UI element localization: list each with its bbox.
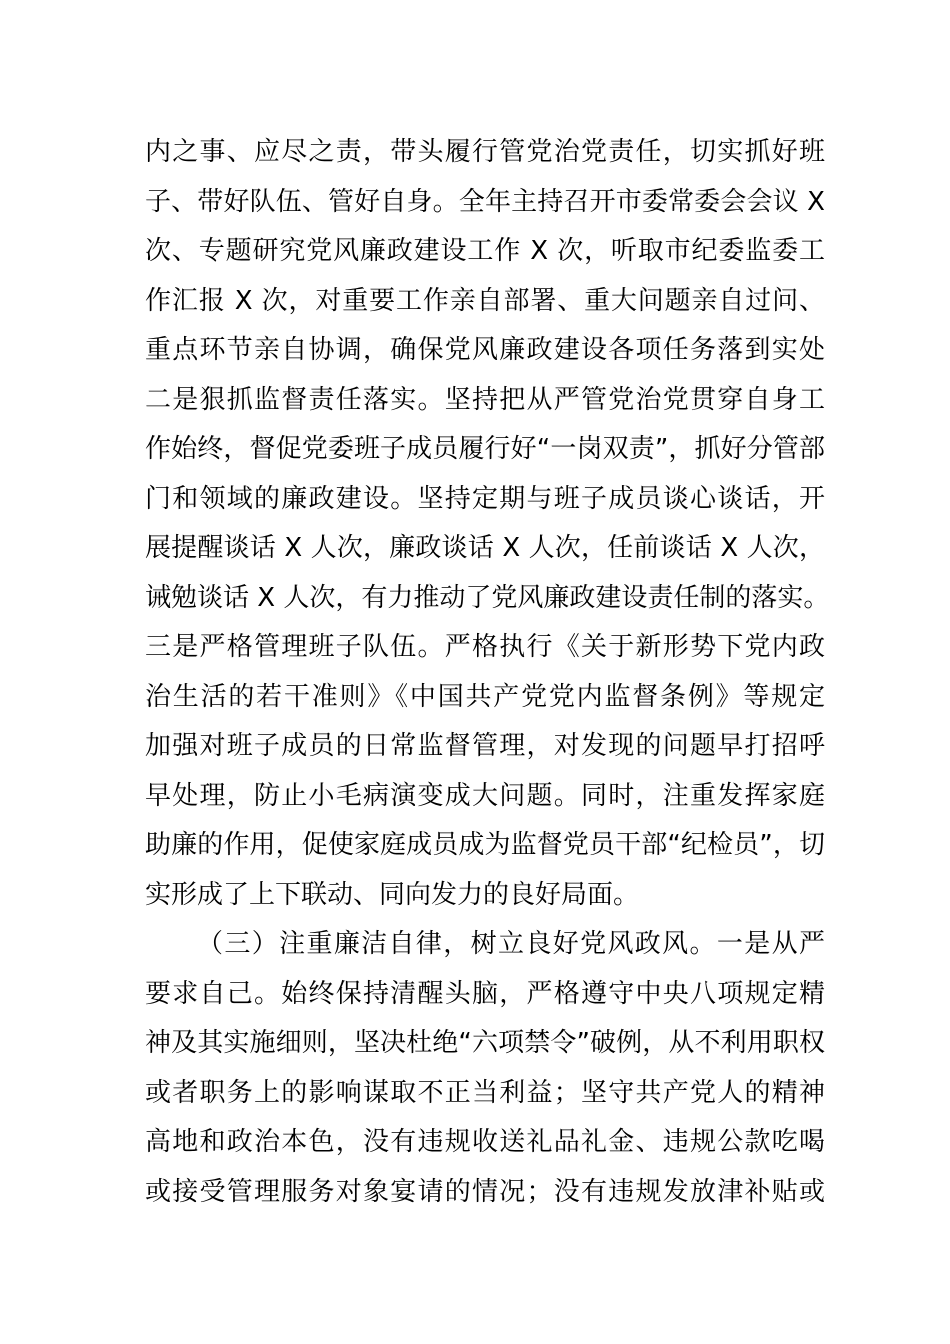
text-line: 子、带好队伍、管好自身。全年主持召开市委常委会会议 X: [145, 186, 825, 217]
text-line: 三是严格管理班子队伍。严格执行《关于新形势下党内政: [145, 632, 825, 662]
text-line: 或接受管理服务对象宴请的情况；没有违规发放津补贴或: [145, 1176, 825, 1207]
text-line: 作汇报 X 次，对重要工作亲自部署、重大问题亲自过问、: [145, 285, 825, 316]
text-line: 神及其实施细则，坚决杜绝“六项禁令”破例，从不利用职权: [145, 1028, 825, 1058]
text-line: 高地和政治本色，没有违规收送礼品礼金、违规公款吃喝: [145, 1127, 825, 1157]
text-line: 展提醒谈话 X 人次，廉政谈话 X 人次，任前谈话 X 人次，: [145, 533, 825, 563]
text-line: 实形成了上下联动、同向发力的良好局面。: [145, 879, 640, 910]
text-line: 内之事、应尽之责，带头履行管党治党责任，切实抓好班: [145, 137, 825, 167]
text-line: 助廉的作用，促使家庭成员成为监督党员干部“纪检员”，切: [145, 830, 825, 860]
paragraph-heading-line: （三）注重廉洁自律，树立良好党风政风。一是从严: [197, 929, 825, 959]
text-line: 加强对班子成员的日常监督管理，对发现的问题早打招呼: [145, 731, 825, 761]
text-line: 诫勉谈话 X 人次，有力推动了党风廉政建设责任制的落实。: [145, 582, 830, 613]
text-line: 或者职务上的影响谋取不正当利益；坚守共产党人的精神: [145, 1077, 825, 1108]
text-line: 作始终，督促党委班子成员履行好“一岗双责”，抓好分管部: [145, 434, 825, 464]
text-line: 要求自己。始终保持清醒头脑，严格遵守中央八项规定精: [145, 978, 825, 1009]
text-line: 门和领域的廉政建设。坚持定期与班子成员谈心谈话，开: [145, 483, 825, 514]
text-line: 二是狠抓监督责任落实。坚持把从严管党治党贯穿自身工: [145, 384, 825, 415]
text-line: 早处理，防止小毛病演变成大问题。同时，注重发挥家庭: [145, 780, 825, 811]
text-line: 重点环节亲自协调，确保党风廉政建设各项任务落到实处: [145, 335, 825, 365]
body-text: [145, 128, 830, 1217]
text-line: 次、专题研究党风廉政建设工作 X 次，听取市纪委监委工: [145, 236, 825, 266]
text-line: 治生活的若干准则》《中国共产党党内监督条例》等规定: [145, 681, 825, 712]
